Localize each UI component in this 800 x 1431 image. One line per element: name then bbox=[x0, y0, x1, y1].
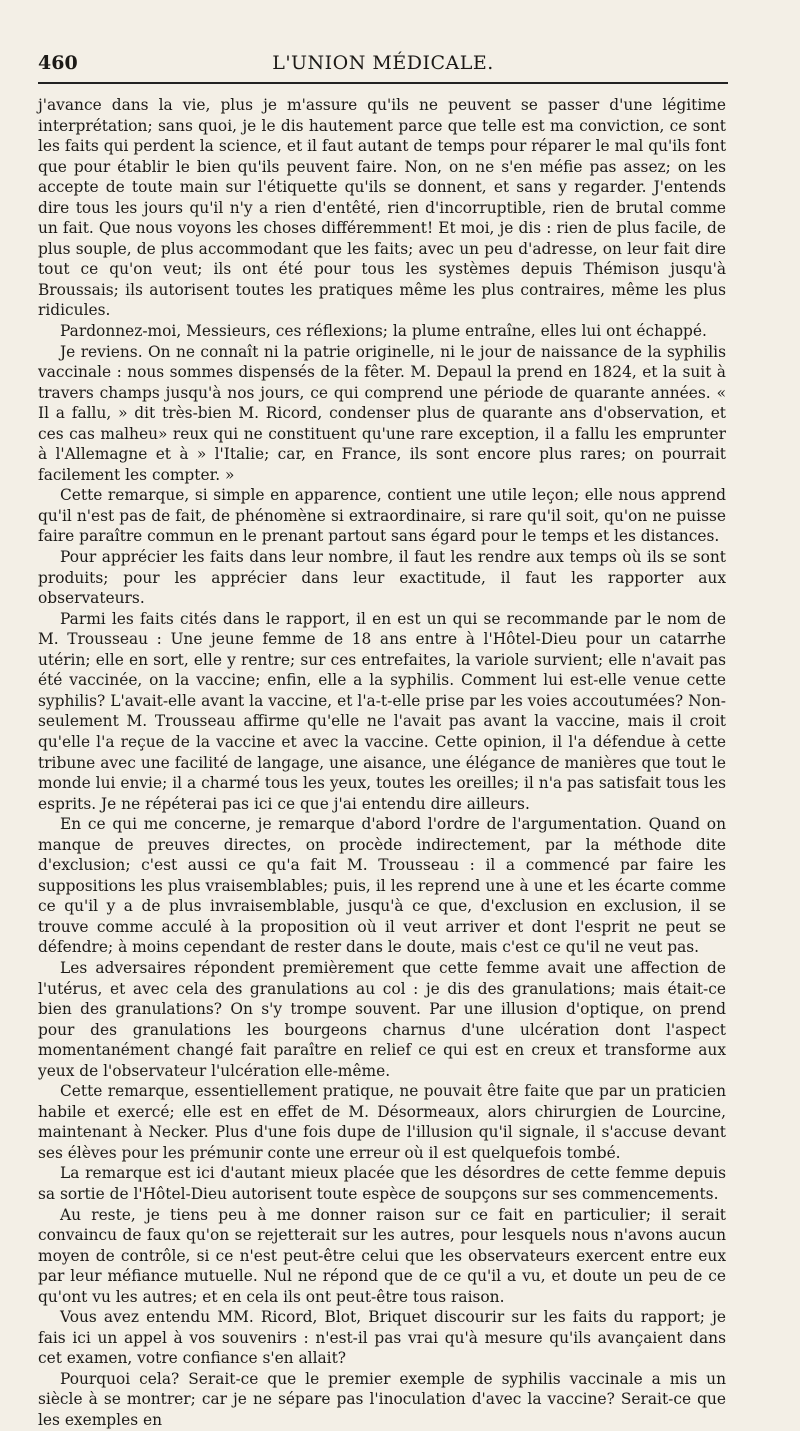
page-header bbox=[38, 48, 728, 84]
paragraph: Cette remarque, si simple en apparence, contient une utile leçon; elle nous apprend qu'il n'est pas de fait, de phénomène si extraordinaire, si rare qu'il soit, qu'on ne puisse faire paraître commun en le prenant partout sans égard pour le temps et les distances. bbox=[38, 486, 726, 546]
paragraph: Les adversaires répondent premièrement que cette femme avait une affection de l'utérus, et avec cela des granulations au col : je dis des granulations; mais était-ce bien des granulations? On s'y trompe souvent. Par une illusion d'optique, on prend pour des granulations les bourgeons charnus d'une ulcération dont l'aspect momentanément changé fait paraître en relief ce qui est en creux et transforme aux yeux de l'observateur l'ulcération elle-même. bbox=[38, 958, 726, 1080]
paragraph: Pour apprécier les faits dans leur nombre, il faut les rendre aux temps où ils se sont produits; pour les apprécier dans leur exactitude, il faut les rapporter aux observateurs. bbox=[38, 548, 726, 608]
paragraph-continued: j'avance dans la vie, plus je m'assure qu'ils ne peuvent se passer d'une légitime interprétation; sans quoi, je le dis hautement parce que telle est ma conviction, ce sont les faits qui perdent la science, et il faut autant de temps pour réparer le mal qu'ils font que pour établir le bien qu'ils peuvent faire. Non, on ne s'en méfie pas assez; on les accepte de toute main sur l'étiquette qu'ils se donnent, et sans y regarder. J'entends dire tous les jours qu'il n'y a rien d'entêté, rien d'incorruptible, rien de brutal comme un fait. Que nous voyons les choses différemment! Et moi, je dis : rien de plus facile, de plus souple, de plus accommodant que les faits; avec un peu d'adresse, on leur fait dire tout ce qu'on veut; ils ont été pour tous les systèmes depuis Thémison jusqu'à Broussais; ils autorisent toutes les pratiques même les plus contraires, même les plus ridicules. bbox=[38, 96, 726, 320]
paragraph: En ce qui me concerne, je remarque d'abord l'ordre de l'argumentation. Quand on manque de preuves directes, on procède indirectement, par la méthode dite d'exclusion; c'est aussi ce qu'a fait M. Trousseau : il a commencé par faire les suppositions les plus vraisemblables; puis, il les reprend une à une et les écarte comme ce qu'il y a de plus invraisemblable, jusqu'à ce que, d'exclusion en exclusion, il se trouve comme acculé à la proposition où il veut arriver et dont l'esprit ne peut se défendre; à moins cependant de rester dans le doute, mais c'est ce qu'il ne veut pas. bbox=[38, 815, 726, 957]
paragraph: Vous avez entendu MM. Ricord, Blot, Briquet discourir sur les faits du rapport; je fais ici un appel à vos souvenirs : n'est-il pas vrai qu'à mesure qu'ils avançaient dans cet examen, votre confiance s'en allait? bbox=[38, 1308, 726, 1368]
paragraph: Je reviens. On ne connaît ni la patrie originelle, ni le jour de naissance de la syphilis vaccinale : nous sommes dispensés de la fêter. M. Depaul la prend en 1824, et la suit à travers champs jusqu'à nos jours, ce qui comprend une période de quarante années. « Il a fallu, » dit très-bien M. Ricord, condenser plus de quarante ans d'observation, et ces cas malheu» reux qui ne constituent qu'une rare exception, il a fallu les emprunter à l'Allemagne et à » l'Italie; car, en France, ils sont encore plus rares; on pourrait facilement les compter. » bbox=[38, 342, 726, 484]
running-title: L'UNION MÉDICALE. bbox=[272, 52, 494, 74]
paragraph: Pourquoi cela? Serait-ce que le premier exemple de syphilis vaccinale a mis un siècle à se montrer; car je ne sépare pas l'inoculation d'avec la vaccine? Serait-ce que les exemples en bbox=[38, 1369, 726, 1429]
page-body bbox=[38, 95, 726, 1431]
paragraph: Cette remarque, essentiellement pratique, ne pouvait être faite que par un praticien habile et exercé; elle est en effet de M. Désormeaux, alors chirurgien de Lourcine, maintenant à Necker. Plus d'une fois dupe de l'illusion qu'il signale, il s'accuse devant ses élèves pour les prémunir conte une erreur où il est quelquefois tombé. bbox=[38, 1082, 726, 1162]
paragraph: Parmi les faits cités dans le rapport, il en est un qui se recommande par le nom de M. Trousseau : Une jeune femme de 18 ans entre à l'Hôtel-Dieu pour un catarrhe utérin; elle en sort, elle y rentre; sur ces entrefaites, la variole survient; elle n'avait pas été vaccinée, on la vaccine; enfin, elle a la syphilis. Comment lui est-elle venue cette syphilis? L'avait-elle avant la vaccine, et l'a-t-elle prise par les voies accoutumées? Non-seulement M. Trousseau affirme qu'elle ne l'avait pas avant la vaccine, mais il croit qu'elle l'a reçue de la vaccine et avec la vaccine. Cette opinion, il l'a défendue à cette tribune avec une facilité de langage, une aisance, une élégance de manières que tout le monde lui envie; il a charmé tous les yeux, toutes les oreilles; il n'a pas satisfait tous les esprits. Je ne répéterai pas ici ce que j'ai entendu dire ailleurs. bbox=[38, 609, 726, 813]
paragraph: La remarque est ici d'autant mieux placée que les désordres de cette femme depuis sa sortie de l'Hôtel-Dieu autorisent toute espèce de soupçons sur ses commencements. bbox=[38, 1164, 726, 1203]
paragraph: Au reste, je tiens peu à me donner raison sur ce fait en particulier; il serait convaincu de faux qu'on se rejetterait sur les autres, pour lesquels nous n'avons aucun moyen de contrôle, si ce n'est peut-être celui que les observateurs exercent entre eux par leur méfiance mutuelle. Nul ne répond que de ce qu'il a vu, et doute un peu de ce qu'ont vu les autres; et en cela ils ont peut-être tous raison. bbox=[38, 1205, 726, 1306]
paragraph: Pardonnez-moi, Messieurs, ces réflexions; la plume entraîne, elles lui ont échappé. bbox=[60, 322, 707, 341]
page-number: 460 bbox=[38, 52, 78, 74]
